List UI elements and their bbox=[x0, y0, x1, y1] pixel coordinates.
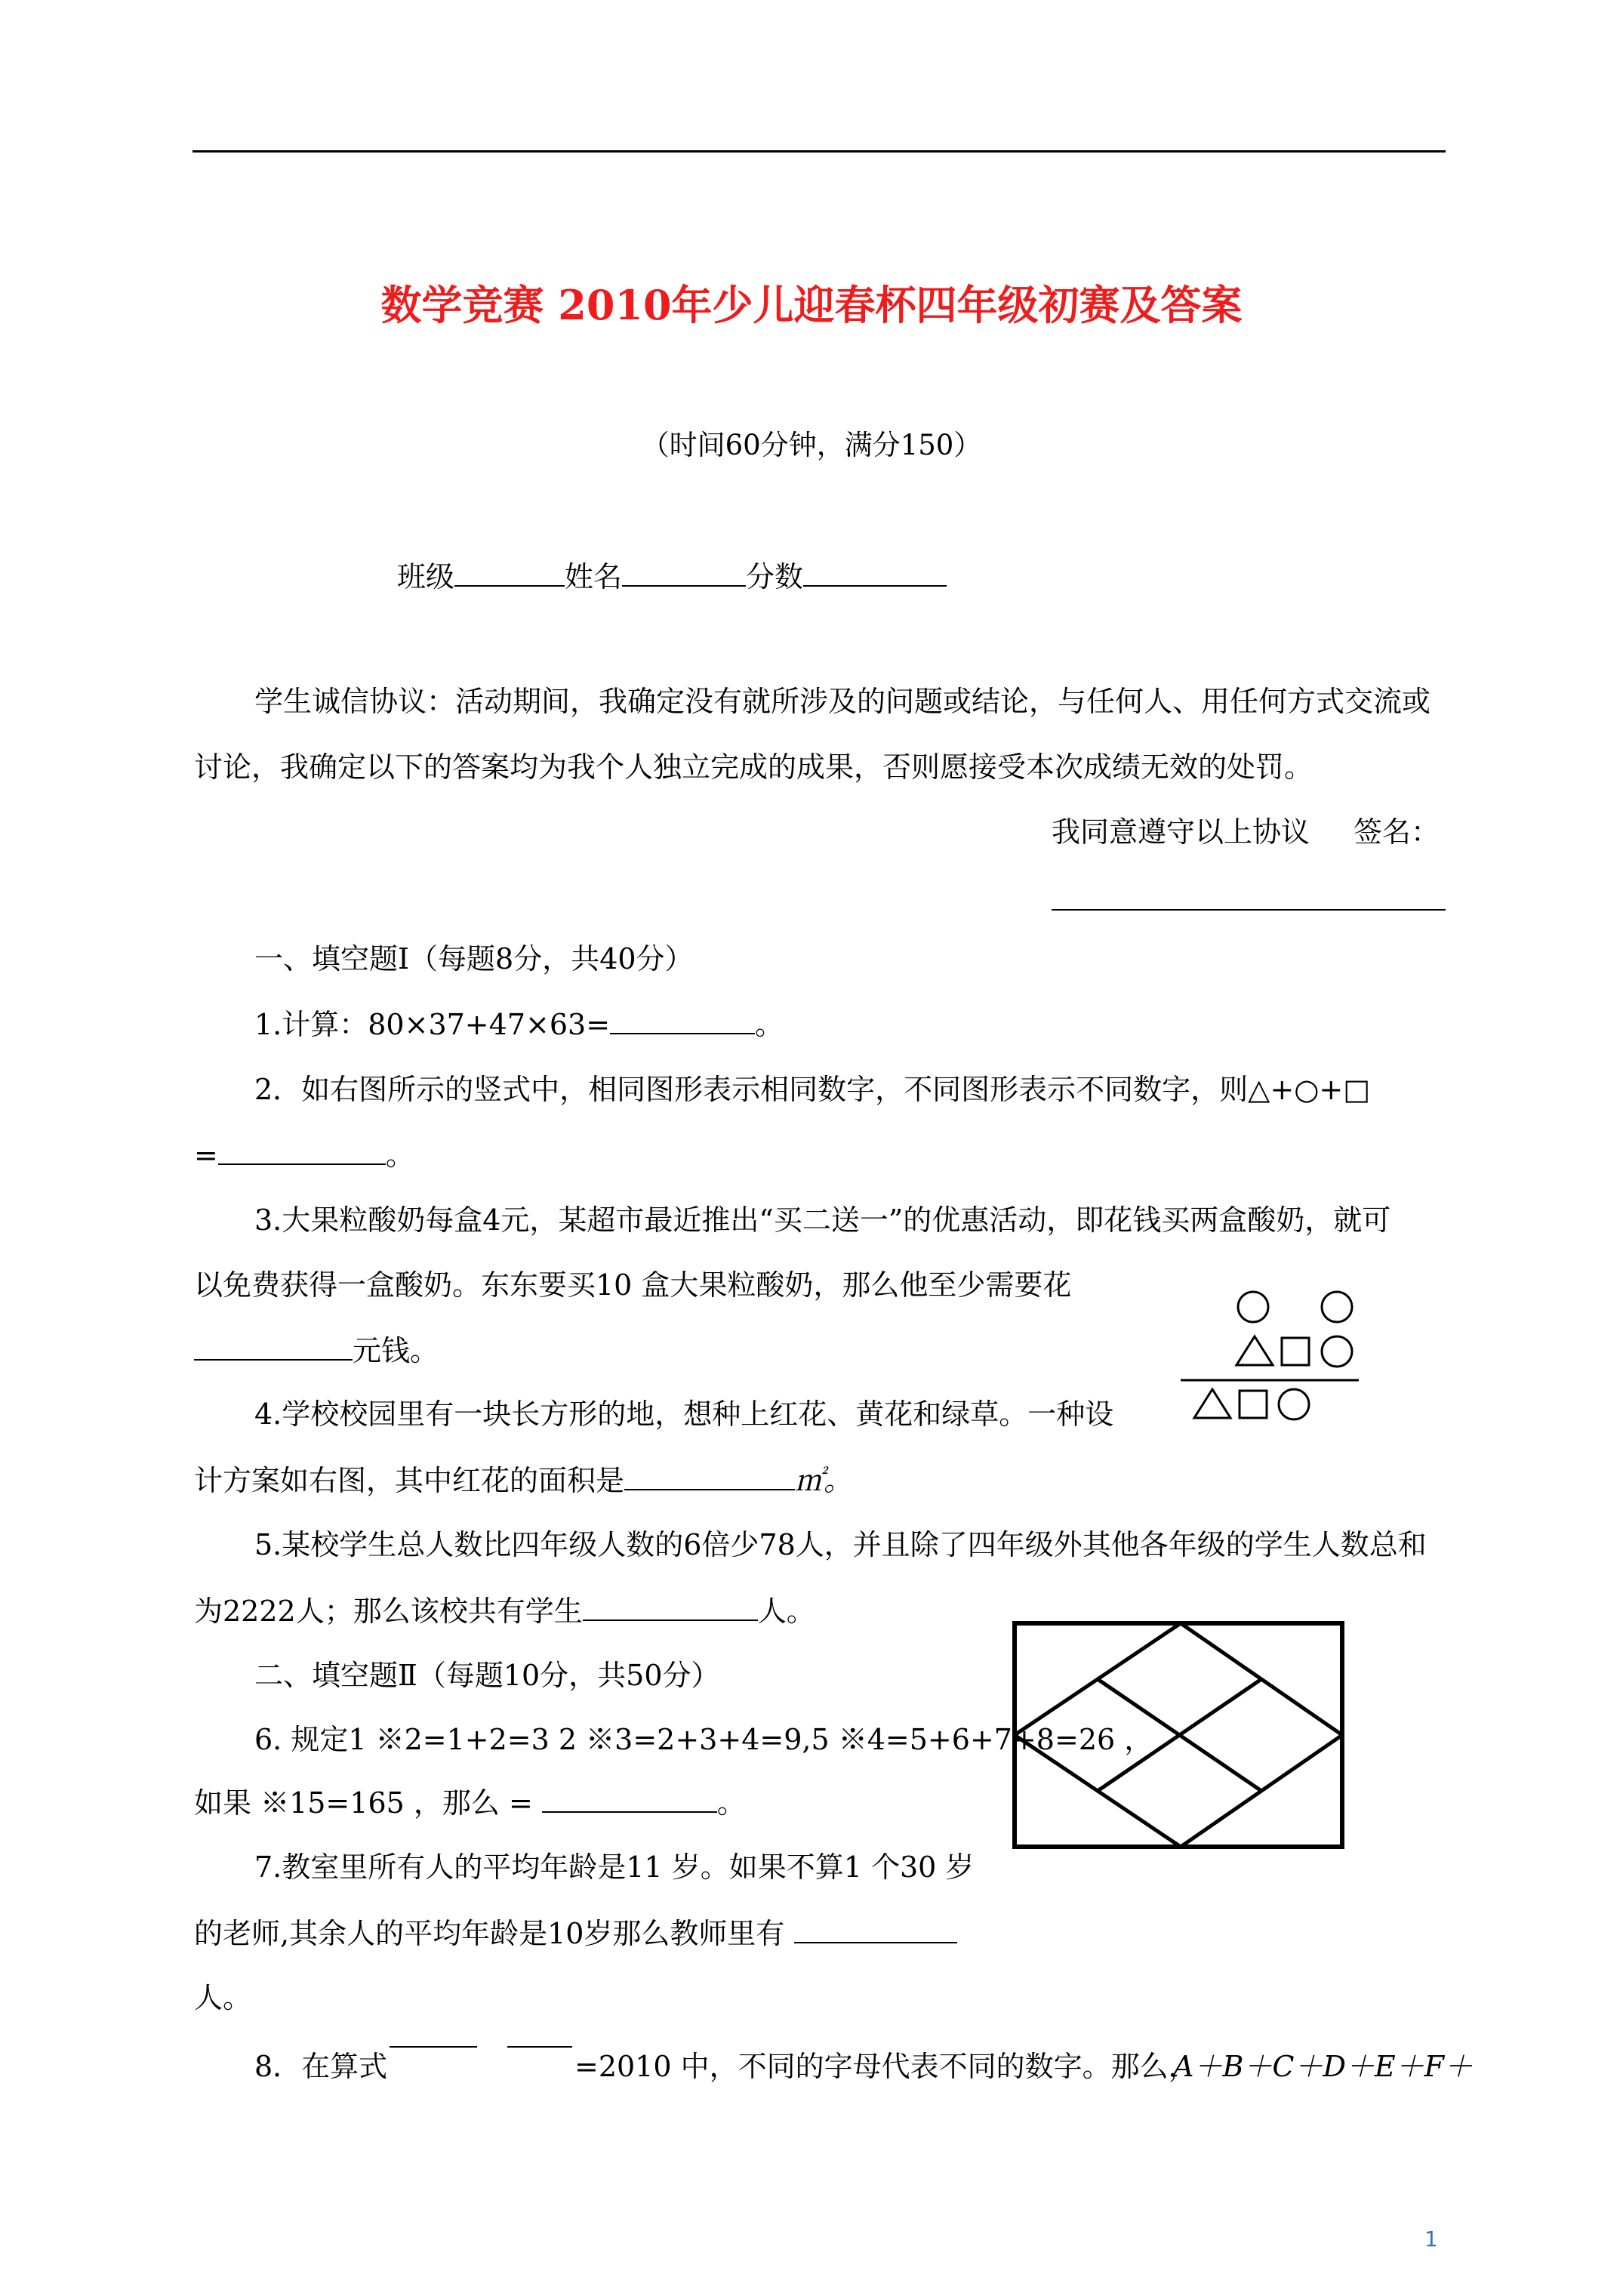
question-6-line-2 bbox=[194, 1786, 746, 1821]
question-5-line-1: 5.某校学生总人数比四年级人数的6倍少78人，并且除了四年级外其他各年级的学生人数总和 bbox=[254, 1528, 1427, 1561]
question-1-suffix: 。 bbox=[755, 1008, 784, 1041]
question-1-text: 1.计算：80×37+47×63= bbox=[254, 1008, 611, 1041]
garden-rectangle-figure bbox=[1012, 1621, 1344, 1849]
circle-shape-icon bbox=[1322, 1336, 1352, 1367]
question-3-line-1: 3.大果粒酸奶每盒4元，某超市最近推出“买二送一”的优惠活动，即花钱买两盒酸奶，就可 bbox=[254, 1203, 1391, 1237]
signature-field[interactable] bbox=[1052, 909, 1446, 911]
question-4-line-1: 4.学校校园里有一块长方形的地，想种上红花、黄花和绿草。一种设 bbox=[254, 1398, 1114, 1431]
class-field[interactable] bbox=[454, 559, 565, 587]
question-2-line-2 bbox=[194, 1138, 414, 1173]
name-label: 姓名 bbox=[565, 560, 623, 593]
question-2-suffix: 。 bbox=[385, 1139, 414, 1172]
question-4-answer-field[interactable] bbox=[624, 1463, 795, 1490]
question-4-unit: ㎡。 bbox=[795, 1464, 853, 1497]
question-5-suffix: 人。 bbox=[757, 1595, 815, 1628]
question-6-answer-field[interactable] bbox=[542, 1786, 717, 1813]
signature-label: 签名： bbox=[1354, 815, 1440, 849]
circle-shape-icon bbox=[1322, 1292, 1352, 1322]
square-shape-icon bbox=[1240, 1391, 1267, 1418]
question-7-line-1: 7.教室里所有人的平均年龄是11 岁。如果不算1 个30 岁 bbox=[254, 1851, 975, 1884]
q8-overline-1 bbox=[390, 2046, 477, 2048]
question-8-prefix: 8．在算式 bbox=[254, 2050, 388, 2083]
circle-shape-icon bbox=[1238, 1292, 1268, 1322]
question-1 bbox=[254, 1007, 784, 1043]
pledge-line-2: 讨论，我确定以下的答案均为我个人独立完成的成果，否则愿接受本次成绩无效的处罚。 bbox=[194, 750, 1313, 784]
question-7-text: 的老师,其余人的平均年龄是10岁那么教师里有 bbox=[194, 1917, 785, 1950]
pledge-line-1: 学生诚信协议：活动期间，我确定没有就所涉及的问题或结论，与任何人、用任何方式交流或 bbox=[254, 685, 1431, 718]
question-6-suffix: 。 bbox=[716, 1786, 746, 1820]
exam-subtitle: （时间60分钟，满分150） bbox=[641, 429, 982, 461]
section-1-heading: 一、填空题Ⅰ（每题8分，共40分） bbox=[254, 942, 694, 975]
circle-shape-icon bbox=[1279, 1389, 1309, 1419]
question-8-middle: =2010 中，不同的字母代表不同的数字。那么， bbox=[574, 2050, 1197, 2083]
question-6-text: 如果 ※15=165 ，那么 = bbox=[194, 1786, 533, 1820]
question-4-line-2 bbox=[194, 1463, 852, 1499]
question-5-answer-field[interactable] bbox=[583, 1594, 758, 1621]
page-number: 1 bbox=[1424, 2227, 1438, 2251]
shape-addition-figure bbox=[1175, 1284, 1363, 1427]
question-1-answer-field[interactable] bbox=[610, 1007, 755, 1034]
page-title: 数学竞赛 2010年少儿迎春杯四年级初赛及答案 bbox=[380, 281, 1243, 329]
question-2-equals: = bbox=[194, 1139, 218, 1172]
header-rule bbox=[192, 150, 1446, 153]
question-3-answer-field[interactable] bbox=[194, 1333, 353, 1361]
question-2-line-1: 2．如右图所示的竖式中，相同图形表示相同数字，不同图形表示不同数字，则△+○+□ bbox=[254, 1073, 1371, 1106]
q8-overline-2 bbox=[507, 2046, 572, 2048]
name-field[interactable] bbox=[622, 559, 746, 587]
question-8-tail: A＋B＋C＋D＋E＋F＋ bbox=[1173, 2050, 1474, 2083]
question-3-line-3 bbox=[194, 1333, 439, 1369]
question-7-answer-field[interactable] bbox=[794, 1916, 957, 1943]
question-3-suffix: 元钱。 bbox=[353, 1334, 439, 1367]
question-2-answer-field[interactable] bbox=[218, 1138, 386, 1165]
question-5-text: 为2222人；那么该校共有学生 bbox=[194, 1595, 583, 1628]
question-4-text: 计方案如右图，其中红花的面积是 bbox=[194, 1464, 625, 1497]
student-info-line bbox=[397, 559, 947, 595]
score-field[interactable] bbox=[803, 559, 947, 587]
square-shape-icon bbox=[1282, 1338, 1309, 1365]
pledge-agree: 我同意遵守以上协议 bbox=[1052, 815, 1310, 849]
question-3-line-2: 以免费获得一盒酸奶。东东要买10 盒大果粒酸奶，那么他至少需要花 bbox=[194, 1268, 1072, 1302]
score-label: 分数 bbox=[746, 560, 804, 593]
triangle-shape-icon bbox=[1236, 1336, 1273, 1365]
section-2-heading: 二、填空题Ⅱ（每题10分，共50分） bbox=[254, 1659, 720, 1692]
question-7-line-2 bbox=[194, 1916, 957, 1952]
question-6-line-1: 6. 规定1 ※2=1+2=3 2 ※3=2+3+4=9,5 ※4=5+6+7+8=26 ， bbox=[254, 1723, 1153, 1756]
question-5-line-2 bbox=[194, 1594, 815, 1629]
class-label: 班级 bbox=[397, 560, 455, 593]
triangle-shape-icon bbox=[1194, 1389, 1230, 1418]
question-7-line-3: 人。 bbox=[194, 1981, 252, 2014]
